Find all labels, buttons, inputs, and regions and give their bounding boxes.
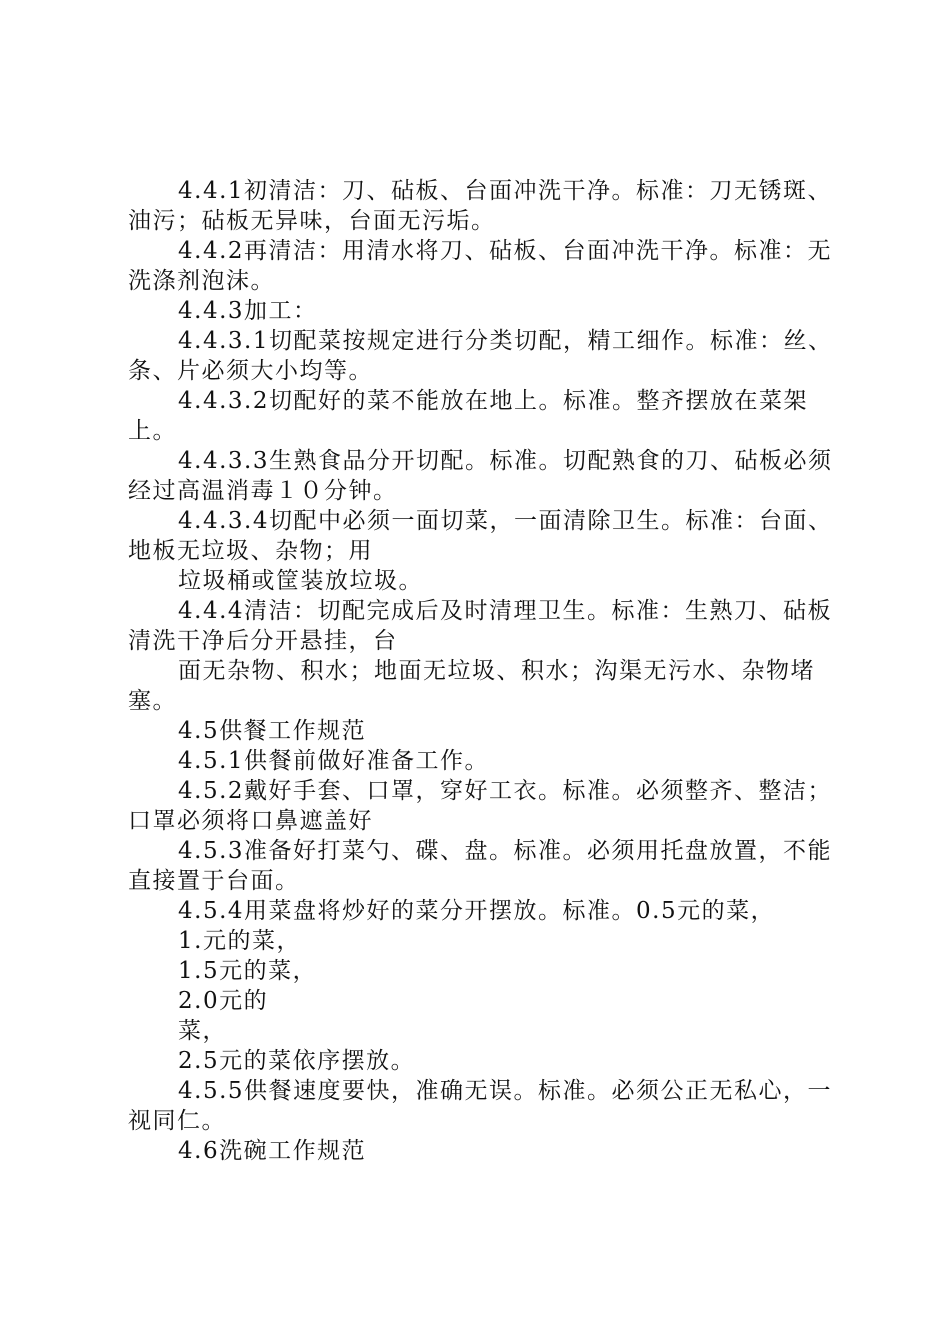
paragraph-4-4-1: 4.4.1初清洁：刀、砧板、台面冲洗干净。标准：刀无锈斑、油污；砧板无异味，台面无污垢。 bbox=[128, 178, 833, 234]
list-item-price-2-5: 2.5元的菜依序摆放。 bbox=[178, 1048, 416, 1074]
paragraph-4-4-3-3: 4.4.3.3生熟食品分开切配。标准。切配熟食的刀、砧板必须经过高温消毒１０分钟。 bbox=[128, 448, 833, 504]
list-item-price-2-0-cont: 菜， bbox=[178, 1018, 227, 1044]
document-body bbox=[128, 176, 840, 1166]
section-heading-4-5: 4.5供餐工作规范 bbox=[178, 718, 367, 744]
paragraph-4-4-3: 4.4.3加工： bbox=[178, 298, 318, 324]
paragraph-4-4-2: 4.4.2再清洁：用清水将刀、砧板、台面冲洗干净。标准：无洗涤剂泡沫。 bbox=[128, 238, 833, 294]
paragraph-4-5-1: 4.5.1供餐前做好准备工作。 bbox=[178, 748, 490, 774]
paragraph-4-4-3-1: 4.4.3.1切配菜按规定进行分类切配，精工细作。标准：丝、条、片必须大小均等。 bbox=[128, 328, 833, 384]
paragraph-4-5-3: 4.5.3准备好打菜勺、碟、盘。标准。必须用托盘放置，不能直接置于台面。 bbox=[128, 838, 833, 894]
paragraph-4-4-4-cont: 面无杂物、积水；地面无垃圾、积水；沟渠无污水、杂物堵塞。 bbox=[128, 658, 815, 714]
list-item-price-2-0: 2.0元的 bbox=[178, 988, 269, 1014]
paragraph-4-5-4: 4.5.4用菜盘将炒好的菜分开摆放。标准。0.5元的菜， bbox=[178, 898, 776, 924]
paragraph-4-5-2: 4.5.2戴好手套、口罩，穿好工衣。标准。必须整齐、整洁；口罩必须将口鼻遮盖好 bbox=[128, 778, 833, 834]
paragraph-4-4-3-4: 4.4.3.4切配中必须一面切菜，一面清除卫生。标准：台面、地板无垃圾、杂物；用 bbox=[128, 508, 833, 564]
section-heading-4-6: 4.6洗碗工作规范 bbox=[178, 1138, 367, 1164]
list-item-price-1-5: 1.5元的菜， bbox=[178, 958, 318, 984]
paragraph-4-4-3-4-cont: 垃圾桶或筐装放垃圾。 bbox=[178, 568, 423, 594]
list-item-price-1: 1.元的菜， bbox=[178, 928, 301, 954]
paragraph-4-4-3-2: 4.4.3.2切配好的菜不能放在地上。标准。整齐摆放在菜架上。 bbox=[128, 388, 808, 444]
paragraph-4-4-4: 4.4.4清洁：切配完成后及时清理卫生。标准：生熟刀、砧板清洗干净后分开悬挂，台 bbox=[128, 598, 833, 654]
paragraph-4-5-5: 4.5.5供餐速度要快，准确无误。标准。必须公正无私心，一视同仁。 bbox=[128, 1078, 833, 1134]
